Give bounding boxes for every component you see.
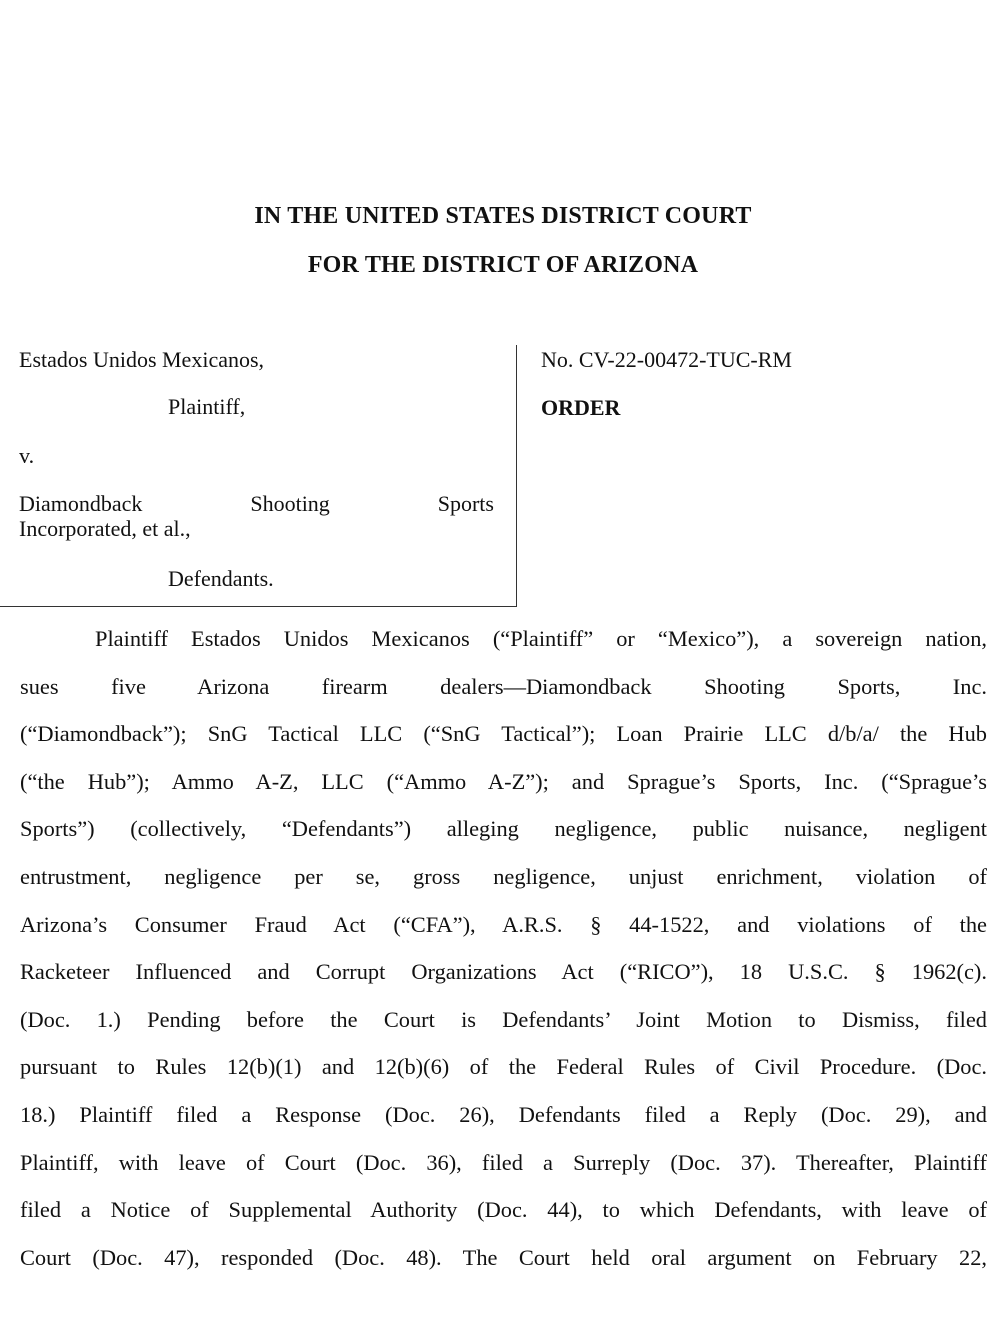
body-line: Court (Doc. 47), responded (Doc. 48). The Court held oral argument on February 22, [20, 1244, 987, 1270]
plaintiff-role: Plaintiff, [168, 394, 246, 419]
case-number: No. CV-22-00472-TUC-RM [541, 347, 792, 372]
plaintiff-name: Estados Unidos Mexicanos, [19, 347, 265, 372]
versus-label: v. [19, 443, 35, 468]
defendant-name-line [19, 491, 494, 517]
body-line: Plaintiff Estados Unidos Mexicanos (“Plaintiff” or “Mexico”), a sovereign nation, [95, 626, 987, 651]
defendant-name-continued: Incorporated, et al., [19, 516, 191, 541]
case-caption-parties [0, 345, 517, 607]
order-body-paragraph [20, 626, 987, 1292]
body-line: (“Diamondback”); SnG Tactical LLC (“SnG Tactical”); Loan Prairie LLC d/b/a/ the Hub [20, 721, 987, 747]
defendant-word: Diamondback [19, 491, 143, 516]
body-line: (Doc. 1.) Pending before the Court is Defendants’ Joint Motion to Dismiss, filed [20, 1006, 987, 1032]
defendant-role: Defendants. [168, 566, 274, 591]
body-line: entrustment, negligence per se, gross negligence, unjust enrichment, violation of [20, 863, 987, 889]
body-line: sues five Arizona firearm dealers—Diamondback Shooting Sports, Inc. [20, 673, 987, 699]
defendant-word: Shooting [250, 491, 330, 516]
body-line: Racketeer Influenced and Corrupt Organizations Act (“RICO”), 18 U.S.C. § 1962(c). [20, 959, 987, 985]
court-district-heading: FOR THE DISTRICT OF ARIZONA [307, 252, 699, 278]
court-name-heading: IN THE UNITED STATES DISTRICT COURT [254, 203, 752, 229]
body-line: pursuant to Rules 12(b)(1) and 12(b)(6) of the Federal Rules of Civil Procedure. (Doc. [20, 1054, 987, 1080]
body-line: Plaintiff, with leave of Court (Doc. 36), filed a Surreply (Doc. 37). Thereafter, Plaintiff [20, 1149, 987, 1175]
body-line: Arizona’s Consumer Fraud Act (“CFA”), A.R.S. § 44-1522, and violations of the [20, 911, 987, 937]
document-type-title: ORDER [541, 395, 621, 420]
defendant-word: Sports [437, 491, 494, 516]
body-line: 18.) Plaintiff filed a Response (Doc. 26), Defendants filed a Reply (Doc. 29), and [20, 1101, 987, 1127]
body-line: (“the Hub”); Ammo A-Z, LLC (“Ammo A-Z”); and Sprague’s Sports, Inc. (“Sprague’s [20, 768, 987, 794]
body-line: Sports”) (collectively, “Defendants”) alleging negligence, public nuisance, negligent [20, 816, 987, 842]
body-line: filed a Notice of Supplemental Authority (Doc. 44), to which Defendants, with leave of [20, 1197, 987, 1223]
